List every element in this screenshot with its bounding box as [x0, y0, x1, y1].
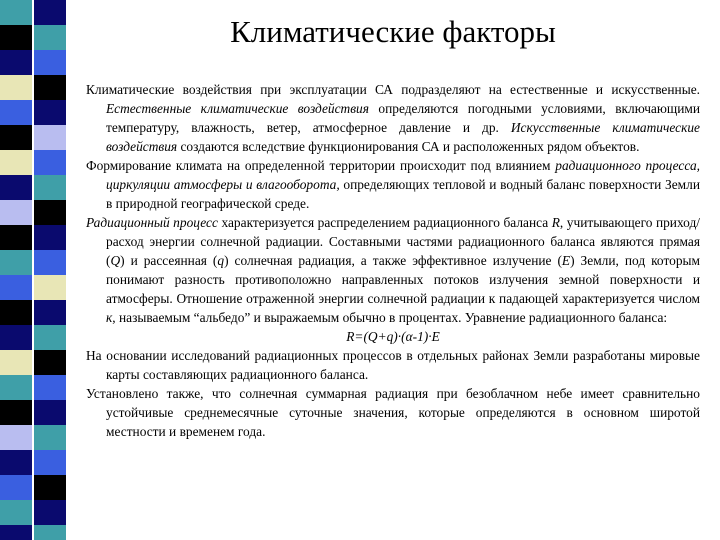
stripe-block	[0, 25, 32, 50]
italic-term: Радиационный процесс	[86, 215, 218, 230]
text-run: , называемым “альбедо” и выражаемым обычно в процентах. Уравнение радиационного баланса:	[112, 310, 668, 325]
stripe-block	[0, 400, 32, 425]
stripe-block	[34, 200, 66, 225]
stripe-block	[34, 125, 66, 150]
stripe-block	[0, 125, 32, 150]
stripe-block	[0, 150, 32, 175]
text-run: создаются вследствие функционирования СА и расположенных рядом объектов.	[177, 139, 640, 154]
stripe-block	[34, 25, 66, 50]
text-run: характеризуется распределением радиационного баланса	[217, 215, 552, 230]
stripe-block	[34, 350, 66, 375]
variable: к	[106, 310, 113, 325]
stripe-block	[0, 50, 32, 75]
radiation-balance-formula: R=(Q+q)·(α-1)·E	[346, 329, 440, 344]
text-run: Климатические воздействия при эксплуатации СА подразделяют на естественные и искусственные.	[86, 82, 700, 97]
stripe-block	[34, 100, 66, 125]
stripe-block	[34, 525, 66, 540]
stripe-block	[0, 75, 32, 100]
stripe-block	[0, 325, 32, 350]
variable: Q	[110, 253, 121, 268]
stripe-block	[0, 450, 32, 475]
decorative-stripe	[0, 0, 66, 540]
italic-term: Естественные климатические воздействия	[106, 101, 369, 116]
paragraph-climate-formation	[86, 156, 700, 213]
stripe-block	[0, 500, 32, 525]
slide-body	[86, 80, 700, 441]
italic-term: Искусственные климатические воздействия	[106, 120, 700, 154]
stripe-block	[0, 225, 32, 250]
stripe-block	[0, 250, 32, 275]
stripe-block	[34, 175, 66, 200]
variable: q	[217, 253, 225, 268]
stripe-block	[34, 475, 66, 500]
paragraph-radiation-process	[86, 213, 700, 327]
stripe-block	[34, 150, 66, 175]
text-run: , учитывающего приход/расход энергии солнечной радиации. Составными частями радиационного баланса являются прямая (	[106, 215, 700, 268]
stripe-block	[34, 75, 66, 100]
stripe-block	[0, 525, 32, 540]
stripe-block	[34, 325, 66, 350]
stripe-block	[34, 375, 66, 400]
stripe-block	[0, 100, 32, 125]
paragraph-solar-radiation: Установлено также, что солнечная суммарная радиация при безоблачном небе имеет сравнительно устойчивые среднемесячные суточные значения, которые определяются в основном широтой местности и временем года.	[86, 386, 700, 439]
stripe-block	[34, 250, 66, 275]
stripe-block	[0, 275, 32, 300]
stripe-block	[0, 425, 32, 450]
stripe-column-right	[34, 0, 66, 540]
text-run: определяются погодными условиями, включающими температуру, влажность, ветер, атмосферное давление и др.	[106, 101, 700, 135]
stripe-block	[0, 175, 32, 200]
stripe-block	[0, 0, 32, 25]
stripe-block	[34, 450, 66, 475]
variable: R	[551, 215, 560, 230]
stripe-block	[0, 300, 32, 325]
stripe-column-left	[0, 0, 32, 540]
stripe-block	[34, 50, 66, 75]
stripe-block	[34, 300, 66, 325]
stripe-block	[34, 275, 66, 300]
text-run: ) солнечная радиация, а также эффективное излучение (	[224, 253, 562, 268]
text-run: Формирование климата на определенной территории происходит под влиянием	[86, 158, 556, 173]
slide-title: Климатические факторы	[230, 14, 556, 49]
text-run: ) Земли, под которым понимают разность противоположно направленных потоков излучения земной поверхности и атмосферы. Отношение отраженной энергии солнечной радиации к падающей характеризуется числом	[106, 253, 700, 306]
italic-term: радиационного процесса, циркуляции атмосферы и влагооборота,	[106, 158, 701, 192]
variable: E	[561, 253, 571, 268]
stripe-block	[0, 350, 32, 375]
text-run: определяющих тепловой и водный баланс поверхности Земли в природной географической среде.	[106, 177, 700, 211]
text-run: ) и рассеянная (	[120, 253, 218, 268]
stripe-block	[0, 475, 32, 500]
stripe-block	[34, 500, 66, 525]
stripe-block	[34, 225, 66, 250]
paragraph-climate-impacts	[86, 80, 700, 156]
paragraph-world-maps: На основании исследований радиационных процессов в отдельных районах Земли разработаны мировые карты составляющих радиационного баланса.	[86, 348, 700, 382]
stripe-block	[0, 375, 32, 400]
stripe-block	[34, 400, 66, 425]
stripe-block	[34, 0, 66, 25]
stripe-block	[0, 200, 32, 225]
stripe-block	[34, 425, 66, 450]
